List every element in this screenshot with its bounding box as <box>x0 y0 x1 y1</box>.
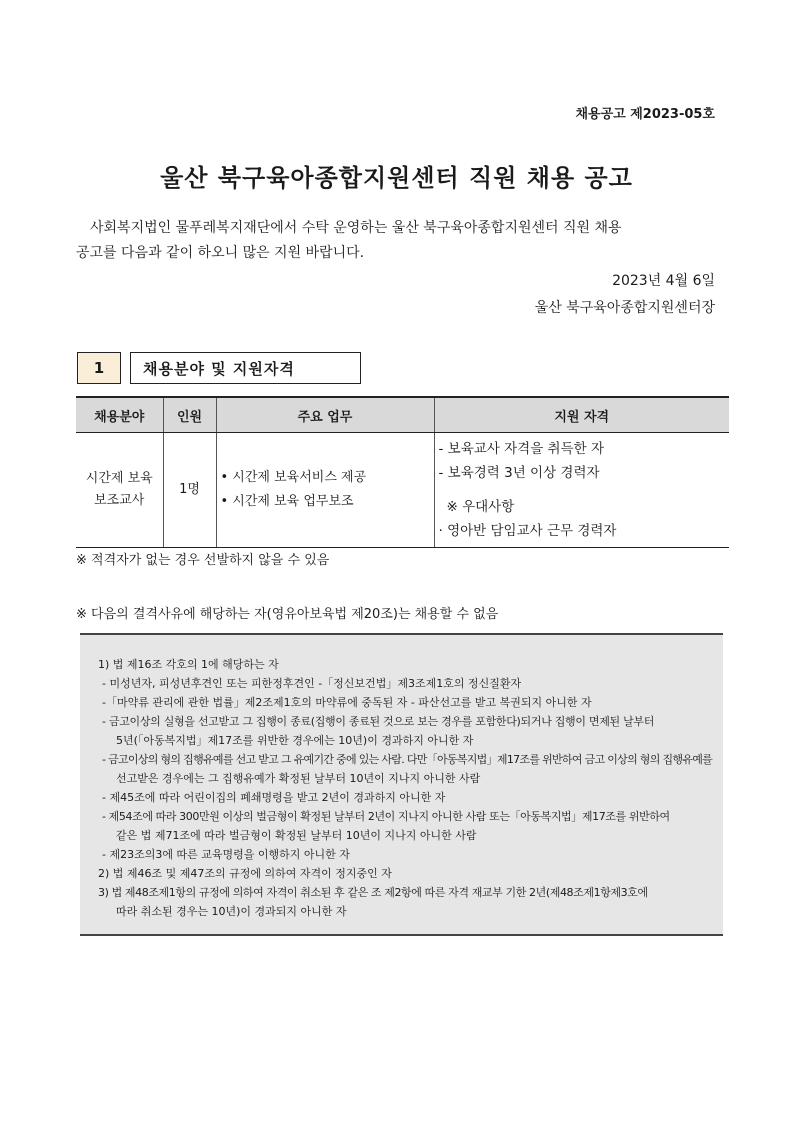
note-disqualification: ※ 다음의 결격사유에 해당하는 자(영유아보육법 제20조)는 채용할 수 없음 <box>76 607 499 622</box>
preference-item: · 영아반 담임교사 근무 경력자 <box>438 523 617 539</box>
header-field: 채용분야 <box>76 397 163 433</box>
notice-date: 2023년 4월 6일 <box>612 273 715 289</box>
disq-line: 2) 법 제46조 및 제47조의 규정에 의하여 자격이 정지중인 자 <box>98 867 392 880</box>
note-no-qualified: ※ 적격자가 없는 경우 선발하지 않을 수 있음 <box>76 553 330 568</box>
section-number: 1 <box>77 352 121 384</box>
section-title: 채용분야 및 지원자격 <box>130 352 361 384</box>
disq-line: -「마약류 관리에 관한 법률」제2조제1호의 마약류에 중독된 자 - 파산선고를 받고 복권되지 아니한 자 <box>102 696 592 709</box>
notice-number: 채용공고 제2023-05호 <box>575 107 715 122</box>
spacer <box>439 485 729 495</box>
intro-paragraph <box>76 216 719 266</box>
duties-cell <box>216 433 434 548</box>
disq-line: 따라 취소된 경우는 10년)이 경과되지 아니한 자 <box>116 905 347 918</box>
duty-item: • 시간제 보육서비스 제공 <box>220 470 367 485</box>
requirement-item: - 보육경력 3년 이상 경력자 <box>438 465 600 481</box>
signer: 울산 북구육아종합지원센터장 <box>534 300 715 316</box>
intro-line-2: 공고를 다음과 같이 하오니 많은 지원 바랍니다. <box>76 245 365 261</box>
disq-line: - 제23조의3에 따른 교육명령을 이행하지 아니한 자 <box>102 848 350 861</box>
disq-line: 5년(「아동복지법」제17조를 위반한 경우에는 10년)이 경과하지 아니한 자 <box>116 734 474 747</box>
field-line-2: 보조교사 <box>94 493 145 508</box>
jobs-table <box>76 396 729 548</box>
table-row <box>76 433 729 548</box>
header-duties: 주요 업무 <box>216 397 434 433</box>
table-header-row <box>76 397 729 433</box>
header-count: 인원 <box>163 397 216 433</box>
count-cell: 1명 <box>163 433 216 548</box>
disq-line: - 미성년자, 피성년후견인 또는 피한정후견인 -「정신보건법」제3조제1호의 정신질환자 <box>102 677 522 690</box>
page-title: 울산 북구육아종합지원센터 직원 채용 공고 <box>160 164 633 192</box>
disqualification-box <box>80 633 723 936</box>
disq-line: - 제54조에 따라 300만원 이상의 벌금형이 확정된 날부터 2년이 지나지 아니한 사람 또는「아동복지법」제17조를 위반하여 <box>102 810 670 823</box>
preference-title: ※ 우대사항 <box>446 499 515 515</box>
disq-line: - 제45조에 따라 어린이집의 폐쇄명령을 받고 2년이 경과하지 아니한 자 <box>102 791 446 804</box>
disq-line: 1) 법 제16조 각호의 1에 해당하는 자 <box>98 658 279 671</box>
requirements-cell <box>434 433 729 548</box>
header-requirements: 지원 자격 <box>434 397 729 433</box>
disq-line: 같은 법 제71조에 따라 벌금형이 확정된 날부터 10년이 지나지 아니한 사람 <box>116 829 477 842</box>
disq-line: - 금고이상의 형의 집행유예를 선고 받고 그 유예기간 중에 있는 사람. 다만「아동복지법」제17조를 위반하여 금고 이상의 형의 집행유예를 <box>102 753 713 766</box>
duty-item: • 시간제 보육 업무보조 <box>220 494 354 509</box>
field-cell <box>76 433 163 548</box>
disq-line: 선고받은 경우에는 그 집행유예가 확정된 날부터 10년이 지나지 아니한 사람 <box>116 772 481 785</box>
requirement-item: - 보육교사 자격을 취득한 자 <box>438 441 604 457</box>
field-line-1: 시간제 보육 <box>85 471 153 486</box>
disq-line: 3) 법 제48조제1항의 규정에 의하여 자격이 취소된 후 같은 조 제2항에 따른 자격 재교부 기한 2년(제48조제1항제3호에 <box>98 886 648 899</box>
disq-line: - 금고이상의 실형을 선고받고 그 집행이 종료(집행이 종료된 것으로 보는 경우를 포함한다)되거나 집행이 면제된 날부터 <box>102 715 655 728</box>
intro-line-1: 사회복지법인 물푸레복지재단에서 수탁 운영하는 울산 북구육아종합지원센터 직원 채용 <box>90 220 622 236</box>
